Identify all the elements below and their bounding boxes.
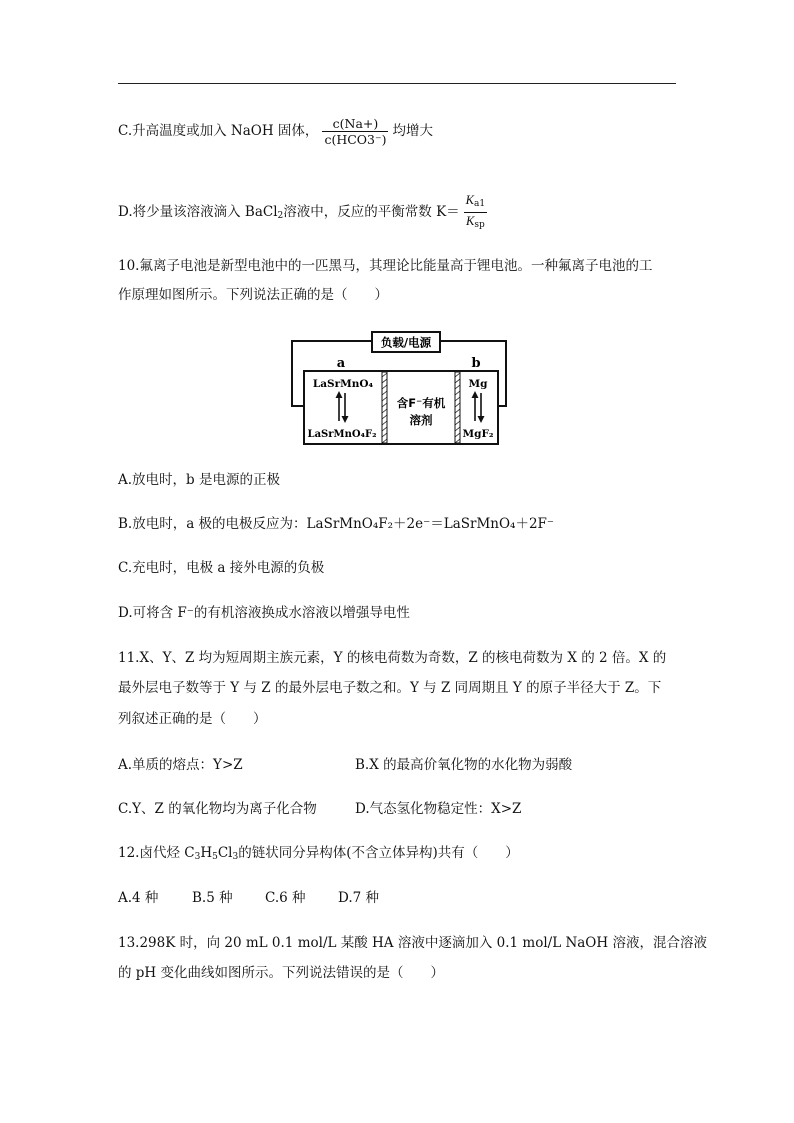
q9-option-c-suffix: 均增大	[392, 123, 433, 139]
subscript: 5	[212, 852, 218, 862]
q10-stem-line-2: 作原理如图所示。下列说法正确的是（ ）	[118, 287, 388, 303]
ka-subscript: a1	[474, 199, 486, 209]
q12-stem-text: 12.卤代烃 C	[118, 845, 195, 861]
electrode-a-bottom-formula: LaSrMnO₄F₂	[307, 429, 377, 440]
q11-option-c: C.Y、Z 的氧化物均为离子化合物	[118, 801, 317, 817]
formula-h: H	[200, 845, 213, 861]
fraction-denominator: c(HCO3⁻)	[324, 132, 387, 147]
header-rule	[118, 83, 676, 84]
q9-option-d-mid: 溶液中，反应的平衡常数 K＝	[283, 204, 460, 220]
q9-option-d	[118, 192, 491, 233]
electrode-a-label: a	[336, 356, 346, 371]
q10-option-d: D.可将含 F⁻的有机溶液换成水溶液以增强导电性	[118, 605, 410, 621]
fluoride-battery-diagram	[290, 329, 508, 447]
electrolyte-label-line-2: 溶剂	[409, 413, 433, 427]
electrode-b-bottom-formula: MgF₂	[462, 428, 494, 440]
q11-stem-line-3: 列叙述正确的是（ ）	[118, 711, 267, 727]
ksp-subscript: sp	[474, 220, 485, 230]
q13-stem-line-2: 的 pH 变化曲线如图所示。下列说法错误的是（ ）	[118, 965, 444, 981]
load-power-label: 负载/电源	[380, 335, 432, 350]
left-separator	[382, 372, 387, 443]
q12-stem-suffix: 的链状同分异构体(不含立体异构)共有（ ）	[238, 845, 519, 861]
q11-option-b: B.X 的最高价氧化物的水化物为弱酸	[355, 757, 573, 773]
fraction-numerator	[464, 192, 487, 213]
q11-option-a: A.单质的熔点：Y>Z	[118, 757, 243, 773]
q9-option-d-text: D.将少量该溶液滴入 BaCl	[118, 204, 278, 220]
q10-option-c: C.充电时，电极 a 接外电源的负极	[118, 560, 325, 576]
q12-option-d: D.7 种	[338, 890, 380, 906]
q12-option-a: A.4 种	[118, 890, 159, 906]
q12-stem	[118, 843, 519, 867]
q12-option-b: B.5 种	[192, 890, 233, 906]
q9-option-d-fraction	[464, 192, 487, 233]
q10-stem-line-1: 10.氟离子电池是新型电池中的一匹黑马，其理论比能量高于锂电池。一种氟离子电池的工	[118, 258, 653, 274]
electrode-b-label: b	[471, 356, 481, 371]
q10-option-b: B.放电时，a 极的电极反应为：LaSrMnO₄F₂＋2e⁻＝LaSrMnO₄＋2F⁻	[118, 516, 555, 532]
q11-options-row-1	[118, 755, 243, 775]
q9-option-c-text: C.升高温度或加入 NaOH 固体，	[118, 123, 319, 139]
q9-option-c	[118, 116, 433, 147]
q13-stem-line-1: 13.298K 时，向 20 mL 0.1 mol/L 某酸 HA 溶液中逐滴加入 0.1 mol/L NaOH 溶液，混合溶液	[118, 935, 707, 951]
formula-cl: Cl	[217, 845, 233, 861]
q9-option-c-fraction	[322, 116, 388, 147]
electrolyte-label-line-1: 含F⁻有机	[396, 396, 446, 410]
ka-symbol: K	[465, 193, 475, 207]
electrode-a-top-formula: LaSrMnO₄	[312, 378, 374, 390]
ksp-symbol: K	[466, 214, 475, 228]
q11-stem-line-1: 11.X、Y、Z 均为短周期主族元素，Y 的核电荷数为奇数，Z 的核电荷数为 X 的 2 倍。X 的	[118, 650, 667, 666]
right-separator	[455, 372, 460, 443]
fraction-denominator	[464, 213, 487, 233]
q10-option-a: A.放电时，b 是电源的正极	[118, 472, 280, 488]
fraction-numerator: c(Na+)	[322, 116, 388, 132]
subscript: 2	[277, 211, 284, 221]
q12-option-c: C.6 种	[265, 890, 306, 906]
subscript: 3	[232, 852, 239, 862]
electrode-b-top-formula: Mg	[468, 378, 488, 390]
q11-stem-line-2: 最外层电子数等于 Y 与 Z 的最外层电子数之和。Y 与 Z 同周期且 Y 的原子半径大于 Z。下	[118, 680, 662, 696]
q11-option-d: D.气态氢化物稳定性：X>Z	[355, 801, 522, 817]
subscript: 3	[194, 852, 201, 862]
